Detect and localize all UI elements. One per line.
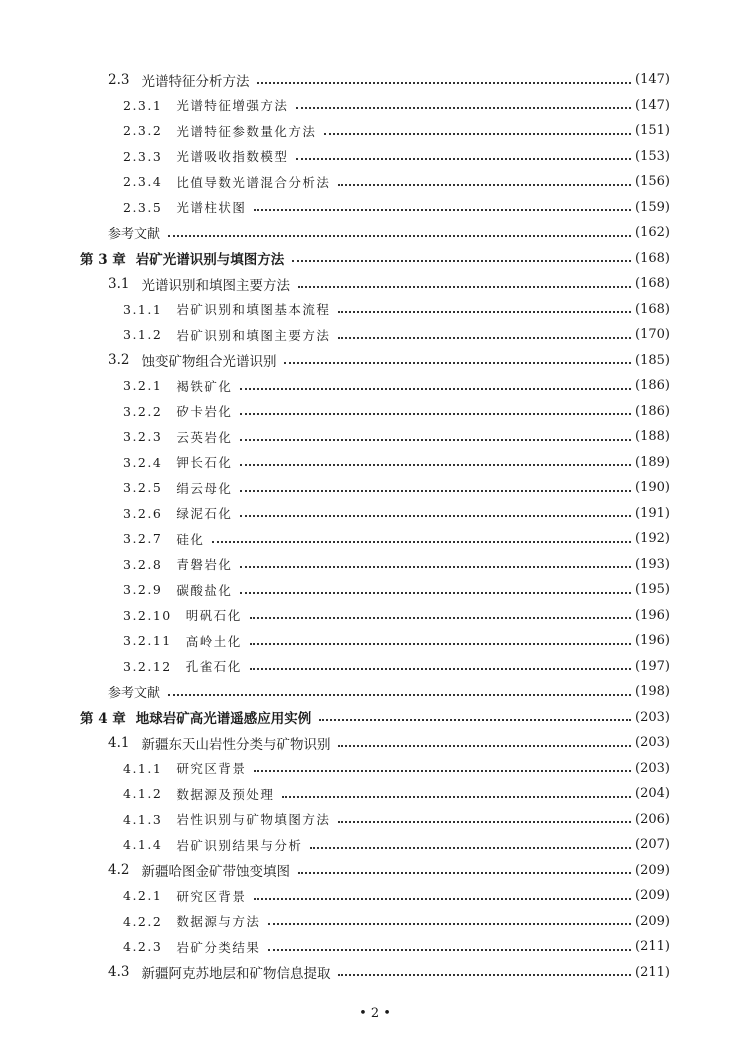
toc-entry-page: (193) (635, 556, 670, 572)
toc-entry-page: (209) (635, 913, 670, 929)
toc-entry-number: 4.2 (108, 862, 130, 879)
toc-entry-title: 钾长石化 (176, 455, 233, 471)
toc-entry-sub[interactable] (0, 475, 670, 501)
toc-entry-sub[interactable] (0, 144, 670, 170)
toc-entry-sub[interactable] (0, 195, 670, 221)
toc-entry-sub[interactable] (0, 577, 670, 603)
toc-entry-number: 3.2.7 (123, 531, 163, 547)
toc-entry-title: 地球岩矿高光谱遥感应用实例 (135, 711, 312, 728)
toc-entry-sub[interactable] (0, 781, 670, 807)
toc-entry-page: (186) (635, 378, 670, 394)
dot-leader (240, 464, 631, 466)
toc-entry-title: 岩矿光谱识别与填图方法 (135, 252, 285, 269)
dot-leader (338, 184, 631, 186)
toc-entry-title: 新疆哈图金矿带蚀变填图 (141, 864, 290, 881)
toc-entry-title: 岩矿识别结果与分析 (176, 837, 303, 853)
toc-entry-title: 岩矿识别和填图基本流程 (176, 302, 331, 318)
toc-entry-sub[interactable] (0, 883, 670, 909)
toc-entry-number: 4.1.4 (123, 837, 163, 853)
toc-entry-page: (204) (635, 786, 670, 802)
dot-leader (324, 133, 631, 135)
toc-entry-number: 2.3.2 (123, 123, 163, 139)
toc-entry-title: 光谱特征分析方法 (141, 73, 250, 90)
toc-entry-sub[interactable] (0, 552, 670, 578)
dot-leader (319, 719, 631, 721)
toc-entry-title: 岩性识别与矿物填图方法 (176, 812, 331, 828)
dot-leader (282, 796, 631, 798)
toc-entry-title: 孔雀石化 (185, 659, 242, 675)
dot-leader (250, 617, 631, 619)
toc-entry-number: 4.1.1 (123, 760, 163, 776)
dot-leader (240, 490, 631, 492)
toc-entry-section[interactable] (0, 730, 670, 756)
dot-leader (338, 745, 631, 747)
toc-entry-page: (209) (635, 888, 670, 904)
toc-entry-number: 3.2.5 (123, 480, 163, 496)
toc-entry-number: 3.2.10 (123, 607, 172, 623)
dot-leader (240, 515, 631, 517)
dot-leader (268, 949, 631, 951)
toc-entry-number: 2.3.1 (123, 97, 163, 113)
dot-leader (298, 286, 631, 288)
toc-entry-number: 3.2.1 (123, 378, 163, 394)
toc-entry-page: (191) (635, 505, 670, 521)
toc-entry-title: 研究区背景 (176, 761, 247, 777)
toc-entry-title: 绢云母化 (176, 480, 233, 496)
toc-entry-sub[interactable] (0, 909, 670, 935)
toc-entry-page: (147) (635, 72, 670, 88)
toc-entry-page: (151) (635, 123, 670, 139)
dot-leader (338, 974, 631, 976)
toc-entry-number: 4.2.2 (123, 913, 163, 929)
toc-entry-sub[interactable] (0, 654, 670, 680)
toc-entry-number: 4.1.2 (123, 786, 163, 802)
toc-entry-page: (159) (635, 199, 670, 215)
toc-entry-section[interactable] (0, 348, 670, 374)
toc-entry-section[interactable] (0, 67, 670, 93)
toc-entry-page: (156) (635, 174, 670, 190)
toc-entry-number: 4.1.3 (123, 811, 163, 827)
toc-entry-page: (168) (635, 301, 670, 317)
toc-entry-title: 数据源与方法 (176, 914, 261, 930)
dot-leader (338, 311, 631, 313)
toc-entry-title: 光谱识别和填图主要方法 (141, 277, 290, 294)
toc-entry-sub[interactable] (0, 169, 670, 195)
dot-leader (168, 694, 631, 696)
dot-leader (296, 158, 631, 160)
toc-entry-page: (192) (635, 531, 670, 547)
toc-entry-page: (153) (635, 148, 670, 164)
toc-entry-number: 4.2.3 (123, 939, 163, 955)
toc-entry-title: 褐铁矿化 (176, 378, 233, 394)
toc-entry-number: 3.2.11 (123, 633, 172, 649)
toc-entry-page: (196) (635, 633, 670, 649)
toc-entry-title: 比值导数光谱混合分析法 (176, 174, 331, 190)
toc-entry-number: 3.2.4 (123, 454, 163, 470)
toc-entry-number: 2.3 (108, 71, 130, 88)
dot-leader (254, 898, 631, 900)
toc-entry-number: 4.3 (108, 964, 130, 981)
toc-entry-sub[interactable] (0, 118, 670, 144)
toc-entry-title: 碳酸盐化 (176, 582, 233, 598)
toc-entry-page: (186) (635, 403, 670, 419)
toc-entry-page: (188) (635, 429, 670, 445)
toc-entry-page: (168) (635, 276, 670, 292)
toc-entry-number: 4.1 (108, 734, 130, 751)
dot-leader (338, 337, 631, 339)
toc-entry-section[interactable] (0, 271, 670, 297)
toc-entry-page: (211) (635, 939, 670, 955)
toc-entry-page: (185) (635, 352, 670, 368)
toc-entry-page: (162) (635, 225, 670, 241)
toc-entry-sub[interactable] (0, 297, 670, 323)
table-of-contents (0, 67, 750, 985)
toc-entry-sub[interactable] (0, 373, 670, 399)
dot-leader (257, 82, 631, 84)
toc-entry-page: (195) (635, 582, 670, 598)
toc-entry-title: 新疆阿克苏地层和矿物信息提取 (141, 966, 331, 983)
toc-entry-page: (189) (635, 454, 670, 470)
toc-entry-section[interactable] (0, 858, 670, 884)
toc-entry-title: 光谱特征增强方法 (176, 98, 289, 114)
toc-entry-page: (207) (635, 837, 670, 853)
toc-entry-sub[interactable] (0, 399, 670, 425)
dot-leader (284, 362, 631, 364)
toc-entry-page: (209) (635, 862, 670, 878)
toc-entry-title: 研究区背景 (176, 888, 247, 904)
toc-entry-number: 3.1.1 (123, 301, 163, 317)
toc-entry-sub[interactable] (0, 603, 670, 629)
toc-entry-sub[interactable] (0, 501, 670, 527)
toc-entry-title: 青磐岩化 (176, 557, 233, 573)
toc-entry-number: 第 4 章 (80, 711, 126, 728)
toc-entry-chapter[interactable] (0, 246, 670, 272)
toc-entry-sub[interactable] (0, 756, 670, 782)
toc-entry-title: 新疆东天山岩性分类与矿物识别 (141, 736, 331, 753)
toc-entry-number: 3.1 (108, 275, 130, 292)
dot-leader (240, 566, 631, 568)
toc-entry-sub[interactable] (0, 450, 670, 476)
toc-entry-title: 矽卡岩化 (176, 404, 233, 420)
toc-entry-title: 绿泥石化 (176, 506, 233, 522)
toc-entry-number: 2.3.5 (123, 199, 163, 215)
toc-entry-page: (147) (635, 97, 670, 113)
dot-leader (310, 847, 631, 849)
dot-leader (254, 209, 631, 211)
toc-entry-title: 参考文献 (108, 686, 161, 702)
toc-entry-title: 光谱特征参数量化方法 (176, 123, 317, 139)
dot-leader (338, 821, 631, 823)
toc-entry-number: 3.2.3 (123, 429, 163, 445)
toc-entry-title: 蚀变矿物组合光谱识别 (141, 354, 277, 371)
toc-entry-section[interactable] (0, 960, 670, 986)
toc-entry-page: (203) (635, 760, 670, 776)
toc-entry-number: 3.2.6 (123, 505, 163, 521)
toc-entry-chapter[interactable] (0, 705, 670, 731)
toc-entry-title: 明矾石化 (185, 608, 242, 624)
toc-entry-number: 3.2.12 (123, 658, 172, 674)
toc-entry-page: (203) (635, 709, 670, 725)
toc-entry-number: 3.2.8 (123, 556, 163, 572)
toc-entry-sub[interactable] (0, 832, 670, 858)
toc-entry-sub[interactable] (0, 526, 670, 552)
toc-entry-page: (170) (635, 327, 670, 343)
toc-entry-title: 硅化 (176, 531, 205, 547)
toc-entry-page: (203) (635, 735, 670, 751)
dot-leader (250, 668, 631, 670)
toc-entry-sub[interactable] (0, 628, 670, 654)
toc-entry-number: 3.2 (108, 352, 130, 369)
toc-entry-page: (197) (635, 658, 670, 674)
dot-leader (240, 413, 631, 415)
toc-entry-number: 第 3 章 (80, 252, 126, 269)
toc-entry-title: 高岭土化 (185, 633, 242, 649)
toc-entry-title: 云英岩化 (176, 429, 233, 445)
dot-leader (292, 260, 631, 262)
toc-entry-number: 3.2.9 (123, 582, 163, 598)
toc-entry-page: (190) (635, 480, 670, 496)
toc-entry-ref[interactable] (0, 220, 670, 246)
toc-entry-page: (198) (635, 684, 670, 700)
dot-leader (296, 107, 631, 109)
toc-entry-ref[interactable] (0, 679, 670, 705)
toc-entry-page: (196) (635, 607, 670, 623)
dot-leader (212, 541, 631, 543)
dot-leader (250, 643, 631, 645)
dot-leader (240, 439, 631, 441)
toc-entry-title: 数据源及预处理 (176, 786, 275, 802)
toc-entry-number: 2.3.4 (123, 174, 163, 190)
toc-entry-sub[interactable] (0, 322, 670, 348)
page-number: • 2 • (359, 1006, 391, 1021)
dot-leader (268, 923, 631, 925)
toc-entry-sub[interactable] (0, 934, 670, 960)
dot-leader (240, 388, 631, 390)
toc-entry-sub[interactable] (0, 93, 670, 119)
toc-entry-title: 岩矿分类结果 (176, 939, 261, 955)
toc-entry-page: (211) (635, 964, 670, 980)
toc-entry-number: 2.3.3 (123, 148, 163, 164)
dot-leader (298, 872, 631, 874)
dot-leader (254, 770, 631, 772)
toc-entry-number: 3.2.2 (123, 403, 163, 419)
toc-entry-number: 3.1.2 (123, 327, 163, 343)
toc-entry-sub[interactable] (0, 424, 670, 450)
toc-entry-number: 4.2.1 (123, 888, 163, 904)
toc-entry-title: 光谱吸收指数模型 (176, 149, 289, 165)
toc-entry-page: (206) (635, 811, 670, 827)
toc-entry-page: (168) (635, 250, 670, 266)
toc-entry-title: 参考文献 (108, 227, 161, 243)
toc-entry-title: 光谱柱状图 (176, 200, 247, 216)
toc-entry-sub[interactable] (0, 807, 670, 833)
toc-entry-title: 岩矿识别和填图主要方法 (176, 327, 331, 343)
dot-leader (240, 592, 631, 594)
dot-leader (168, 235, 631, 237)
